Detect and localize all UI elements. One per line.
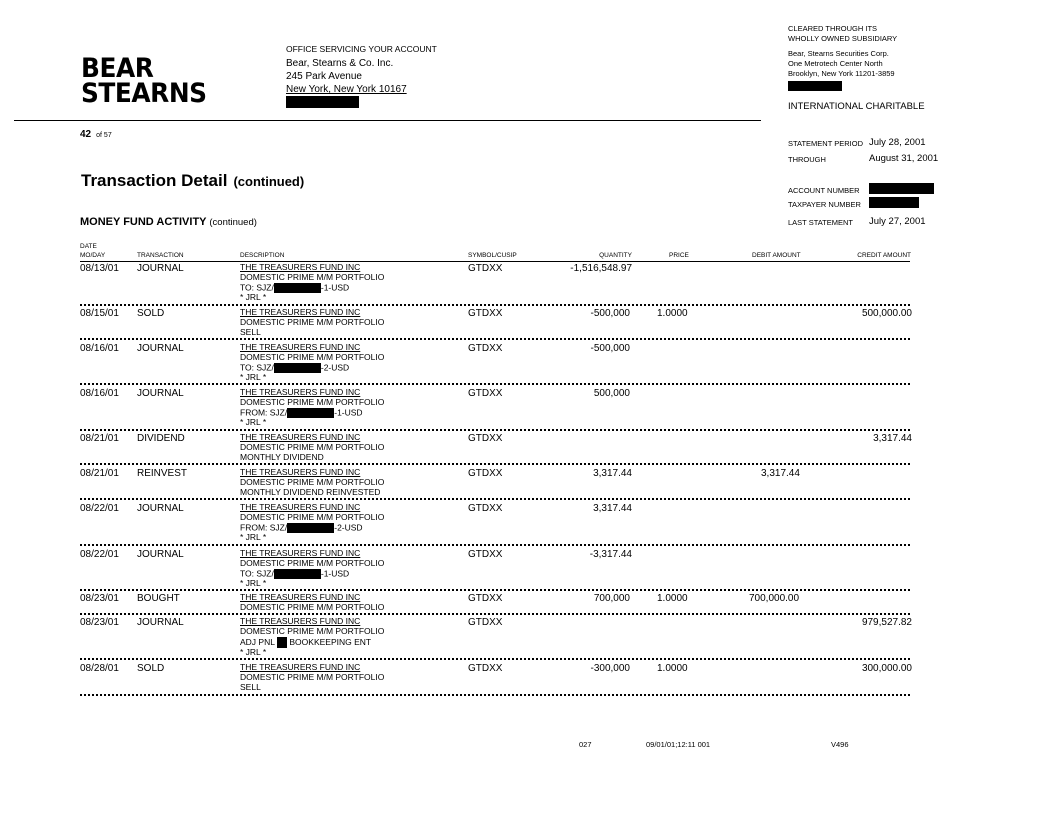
col-header-date: MO/DAY <box>80 252 106 259</box>
description-line-2: DOMESTIC PRIME M/M PORTFOLIO <box>240 271 385 282</box>
row-description <box>240 263 384 303</box>
row-date: 08/28/01 <box>80 663 119 674</box>
row-quantity: -3,317.44 <box>589 549 632 560</box>
description-line-2: DOMESTIC PRIME M/M PORTFOLIO <box>240 351 385 362</box>
row-price: 1.0000 <box>657 663 688 674</box>
description-line-2: DOMESTIC PRIME M/M PORTFOLIO <box>240 396 385 407</box>
row-date: 08/22/01 <box>80 503 119 514</box>
page-number: 42 <box>80 129 92 140</box>
row-description <box>240 433 384 463</box>
page-title <box>81 171 304 191</box>
section-title-continued: (continued) <box>209 217 257 228</box>
row-divider <box>80 613 910 615</box>
redaction-box <box>287 523 334 533</box>
office-street: 245 Park Avenue <box>286 71 362 82</box>
account-number-label: ACCOUNT NUMBER <box>788 186 860 195</box>
row-debit: 700,000.00 <box>749 593 800 604</box>
description-line-4: * JRL * <box>240 532 267 542</box>
row-divider <box>80 658 910 660</box>
through-value: August 31, 2001 <box>869 153 939 164</box>
description-line-3-suffix: -2-USD <box>320 362 350 373</box>
cleared-street: One Metrotech Center North <box>788 59 883 68</box>
description-line-2: DOMESTIC PRIME M/M PORTFOLIO <box>240 316 385 327</box>
description-line-2: DOMESTIC PRIME M/M PORTFOLIO <box>240 625 385 636</box>
description-line-4: * JRL * <box>240 417 267 427</box>
description-line-1: THE TREASURERS FUND INC <box>240 262 361 272</box>
row-description <box>240 503 384 543</box>
row-description <box>240 468 384 498</box>
last-statement-value: July 27, 2001 <box>869 216 926 227</box>
row-divider <box>80 383 910 385</box>
section-title-main: MONEY FUND ACTIVITY <box>80 216 207 228</box>
description-line-3-suffix: -1-USD <box>320 568 350 579</box>
description-line-3: MONTHLY DIVIDEND REINVESTED <box>240 487 381 497</box>
row-credit: 300,000.00 <box>861 663 912 674</box>
col-header-symbol: SYMBOL/CUSIP <box>468 252 517 259</box>
row-description <box>240 593 384 612</box>
row-date: 08/21/01 <box>80 468 119 479</box>
row-date: 08/15/01 <box>80 308 119 319</box>
row-symbol: GTDXX <box>468 468 503 479</box>
logo-line-2: STEARNS <box>81 78 207 109</box>
row-divider <box>80 694 910 696</box>
statement-period-label: STATEMENT PERIOD <box>788 139 864 148</box>
row-symbol: GTDXX <box>468 663 503 674</box>
row-date: 08/13/01 <box>80 263 119 274</box>
row-divider <box>80 304 910 306</box>
description-line-3: SELL <box>240 327 261 337</box>
row-transaction: JOURNAL <box>137 263 184 274</box>
col-header-quantity: QUANTITY <box>599 252 632 259</box>
description-line-3: MONTHLY DIVIDEND <box>240 452 324 462</box>
description-line-3-suffix: -2-USD <box>334 522 363 533</box>
row-transaction: JOURNAL <box>137 617 184 628</box>
row-quantity: -500,000 <box>590 308 630 319</box>
description-line-1: THE TREASURERS FUND INC <box>240 662 361 672</box>
redaction-box <box>287 408 334 418</box>
description-line-1: THE TREASURERS FUND INC <box>240 616 361 626</box>
redaction-box <box>788 81 842 91</box>
row-transaction: JOURNAL <box>137 503 184 514</box>
row-symbol: GTDXX <box>468 593 503 604</box>
description-line-3-suffix: -1-USD <box>320 282 350 293</box>
row-description <box>240 617 384 658</box>
row-quantity: -300,000 <box>590 663 630 674</box>
redaction-box <box>286 96 359 108</box>
row-quantity: 700,000 <box>593 593 630 604</box>
row-transaction: DIVIDEND <box>137 433 185 444</box>
cleared-line-2: WHOLLY OWNED SUBSIDIARY <box>788 34 898 43</box>
description-line-1: THE TREASURERS FUND INC <box>240 548 361 558</box>
section-title <box>80 216 257 228</box>
row-symbol: GTDXX <box>468 263 503 274</box>
row-description <box>240 308 384 338</box>
row-debit: 3,317.44 <box>761 468 800 479</box>
row-description <box>240 343 384 383</box>
description-line-2: DOMESTIC PRIME M/M PORTFOLIO <box>240 557 385 568</box>
cleared-name: Bear, Stearns Securities Corp. <box>788 49 889 58</box>
row-description <box>240 663 384 693</box>
row-transaction: SOLD <box>137 308 165 319</box>
description-line-1: THE TREASURERS FUND INC <box>240 342 361 352</box>
col-header-price: PRICE <box>669 252 689 259</box>
description-line-3: TO: SJZ/ <box>240 362 274 373</box>
col-header-date-top: DATE <box>80 243 97 250</box>
row-divider <box>80 544 910 546</box>
row-description <box>240 549 384 589</box>
footer-version: V496 <box>831 740 849 749</box>
col-header-transaction: TRANSACTION <box>137 252 184 259</box>
row-transaction: SOLD <box>137 663 165 674</box>
redaction-box <box>274 283 321 293</box>
description-line-3-suffix: -1-USD <box>334 407 363 418</box>
row-divider <box>80 463 910 465</box>
description-line-3: TO: SJZ/ <box>240 282 274 293</box>
description-line-2: DOMESTIC PRIME M/M PORTFOLIO <box>240 511 385 522</box>
through-label: THROUGH <box>788 155 826 164</box>
redaction-box <box>274 363 321 373</box>
row-date: 08/21/01 <box>80 433 119 444</box>
row-date: 08/16/01 <box>80 388 119 399</box>
row-divider <box>80 589 910 591</box>
bear-stearns-logo <box>81 53 207 109</box>
description-line-3: ADJ PNL <box>240 636 275 647</box>
description-line-3-suffix: BOOKKEEPING ENT <box>289 636 372 647</box>
page-total: of 57 <box>96 132 112 139</box>
description-line-3: TO: SJZ/ <box>240 568 274 579</box>
row-transaction: BOUGHT <box>137 593 180 604</box>
row-quantity: 3,317.44 <box>593 468 632 479</box>
footer-code: 027 <box>579 740 592 749</box>
description-line-3: SELL <box>240 682 261 692</box>
description-line-1: THE TREASURERS FUND INC <box>240 502 361 512</box>
description-line-1: THE TREASURERS FUND INC <box>240 387 361 397</box>
clearing-firm-block <box>788 24 897 91</box>
header-divider <box>14 120 761 121</box>
row-price: 1.0000 <box>657 308 688 319</box>
description-line-1: THE TREASURERS FUND INC <box>240 592 361 602</box>
row-date: 08/23/01 <box>80 593 119 604</box>
row-quantity: 500,000 <box>593 388 630 399</box>
taxpayer-number-redaction <box>869 197 919 208</box>
row-price: 1.0000 <box>657 593 688 604</box>
col-header-debit: DEBIT AMOUNT <box>752 252 801 259</box>
col-header-description: DESCRIPTION <box>240 252 285 259</box>
office-name: Bear, Stearns & Co. Inc. <box>286 58 394 69</box>
description-line-2: DOMESTIC PRIME M/M PORTFOLIO <box>240 476 385 487</box>
office-title: OFFICE SERVICING YOUR ACCOUNT <box>286 44 437 54</box>
row-symbol: GTDXX <box>468 308 503 319</box>
cleared-city: Brooklyn, New York 11201-3859 <box>788 69 895 78</box>
row-date: 08/23/01 <box>80 617 119 628</box>
statement-period-value: July 28, 2001 <box>869 137 926 148</box>
row-symbol: GTDXX <box>468 549 503 560</box>
row-transaction: JOURNAL <box>137 343 184 354</box>
description-line-2: DOMESTIC PRIME M/M PORTFOLIO <box>240 441 385 452</box>
footer-timestamp: 09/01/01;12:11 001 <box>646 740 711 749</box>
page-indicator <box>80 129 112 140</box>
row-symbol: GTDXX <box>468 343 503 354</box>
row-quantity: -500,000 <box>590 343 630 354</box>
row-divider <box>80 338 910 340</box>
description-line-4: * JRL * <box>240 292 267 302</box>
office-city: New York, New York 10167 <box>286 84 407 95</box>
row-date: 08/22/01 <box>80 549 119 560</box>
taxpayer-number-label: TAXPAYER NUMBER <box>788 200 861 209</box>
row-divider <box>80 498 910 500</box>
redaction-box <box>274 569 321 579</box>
description-line-1: THE TREASURERS FUND INC <box>240 432 361 442</box>
title-continued: (continued) <box>233 174 305 189</box>
account-holder-name: INTERNATIONAL CHARITABLE <box>788 101 925 112</box>
office-address-block <box>286 43 437 109</box>
description-line-4: * JRL * <box>240 372 267 382</box>
row-credit: 500,000.00 <box>861 308 912 319</box>
row-divider <box>80 429 910 431</box>
title-main: Transaction Detail <box>81 171 228 190</box>
cleared-line-1: CLEARED THROUGH ITS <box>788 24 878 33</box>
description-line-4: * JRL * <box>240 578 267 588</box>
last-statement-label: LAST STATEMENT <box>788 218 854 227</box>
row-symbol: GTDXX <box>468 617 503 628</box>
description-line-2: DOMESTIC PRIME M/M PORTFOLIO <box>240 671 385 682</box>
logo-line-1: BEAR <box>81 53 154 84</box>
row-credit: 979,527.82 <box>861 617 912 628</box>
description-line-1: THE TREASURERS FUND INC <box>240 307 361 317</box>
description-line-2: DOMESTIC PRIME M/M PORTFOLIO <box>240 601 385 612</box>
row-date: 08/16/01 <box>80 343 119 354</box>
description-line-1: THE TREASURERS FUND INC <box>240 467 361 477</box>
row-transaction: JOURNAL <box>137 549 184 560</box>
description-line-3: FROM: SJZ/ <box>240 407 288 418</box>
row-quantity: -1,516,548.97 <box>570 263 632 274</box>
col-header-credit: CREDIT AMOUNT <box>857 252 911 259</box>
row-transaction: JOURNAL <box>137 388 184 399</box>
row-description <box>240 388 384 428</box>
row-transaction: REINVEST <box>137 468 188 479</box>
row-symbol: GTDXX <box>468 503 503 514</box>
description-line-4: * JRL * <box>240 647 267 657</box>
header-underline <box>80 261 910 262</box>
description-line-3: FROM: SJZ/ <box>240 522 288 533</box>
row-symbol: GTDXX <box>468 388 503 399</box>
redaction-box <box>277 637 287 648</box>
account-number-redaction <box>869 183 934 194</box>
row-quantity: 3,317.44 <box>593 503 632 514</box>
row-credit: 3,317.44 <box>873 433 912 444</box>
row-symbol: GTDXX <box>468 433 503 444</box>
